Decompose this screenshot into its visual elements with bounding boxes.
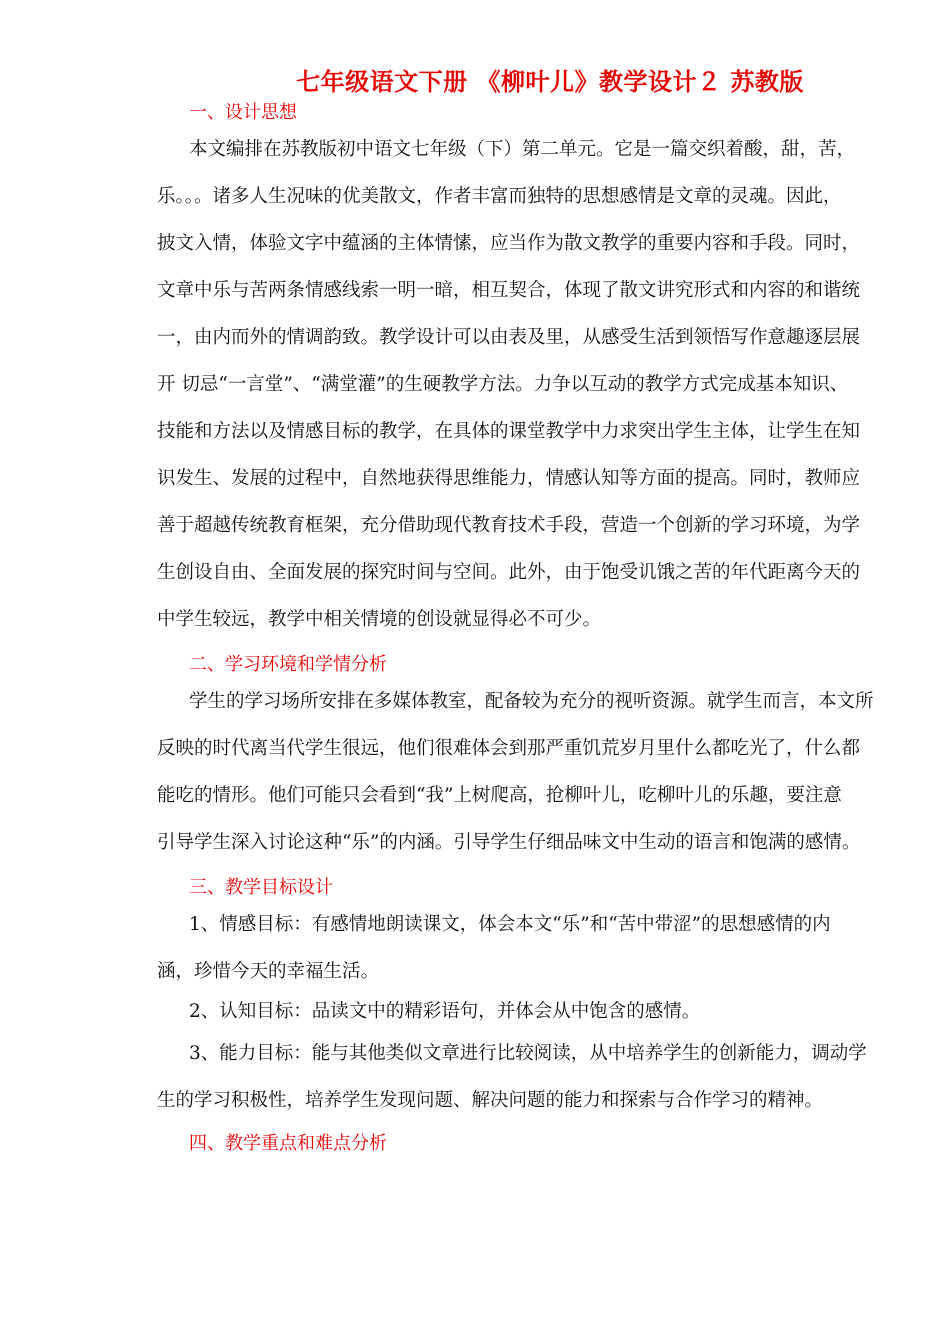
section-heading-teaching-goals: 三、教学目标设计 xyxy=(189,877,333,898)
paragraph-line: 开 切忌“一言堂”、“满堂灌”的生硬教学方法。力争以互动的教学方式完成基本知识、 xyxy=(157,374,849,395)
paragraph-line: 乐。。。诸多人生况味的优美散文，作者丰富而独特的思想感情是文章的灵魂。因此， xyxy=(157,186,842,207)
paragraph-line: 涵，珍惜今天的幸福生活。 xyxy=(157,961,380,982)
paragraph-line: 反映的时代离当代学生很远，他们很难体会到那严重饥荒岁月里什么都吃光了，什么都 xyxy=(157,738,861,759)
paragraph-line: 识发生、发展的过程中，自然地获得思维能力，情感认知等方面的提高。同时，教师应 xyxy=(157,468,861,489)
section-heading-key-points: 四、教学重点和难点分析 xyxy=(189,1133,387,1154)
paragraph-line: 生创设自由、全面发展的探究时间与空间。此外，由于饱受讥饿之苦的年代距离今天的 xyxy=(157,562,861,583)
paragraph-line: 学生的学习场所安排在多媒体教室，配备较为充分的视听资源。就学生而言，本文所 xyxy=(189,691,874,712)
document-title: 七年级语文下册 《柳叶儿》教学设计２ 苏教版 xyxy=(296,67,804,96)
paragraph-line: 技能和方法以及情感目标的教学，在具体的课堂教学中力求突出学生主体，让学生在知 xyxy=(157,421,861,442)
paragraph-line: 披文入情，体验文字中蕴涵的主体情愫，应当作为散文教学的重要内容和手段。同时， xyxy=(157,233,861,254)
paragraph-line: 生的学习积极性，培养学生发现问题、解决问题的能力和探索与合作学习的精神。 xyxy=(157,1090,824,1111)
section-heading-learning-environment: 二、学习环境和学情分析 xyxy=(189,654,387,675)
paragraph-line: 1、情感目标：有感情地朗读课文，体会本文“乐”和“苦中带涩”的思想感情的内 xyxy=(189,914,831,935)
paragraph-line: 能吃的情形。他们可能只会看到“我”上树爬高，抢柳叶儿，吃柳叶儿的乐趣，要注意 xyxy=(157,785,842,806)
paragraph-line: 善于超越传统教育框架，充分借助现代教育技术手段，营造一个创新的学习环境，为学 xyxy=(157,515,861,536)
section-heading-design-idea: 一、设计思想 xyxy=(189,102,297,123)
paragraph-line: 2、认知目标：品读文中的精彩语句，并体会从中饱含的感情。 xyxy=(189,1001,701,1022)
paragraph-line: 本文编排在苏教版初中语文七年级（下）第二单元。它是一篇交织着酸，甜，苦， xyxy=(189,139,856,160)
paragraph-line: 一，由内而外的情调韵致。教学设计可以由表及里，从感受生活到领悟写作意趣逐层展 xyxy=(157,327,861,348)
paragraph-line: 3、能力目标：能与其他类似文章进行比较阅读，从中培养学生的创新能力，调动学 xyxy=(189,1043,867,1064)
paragraph-line: 引导学生深入讨论这种“乐”的内涵。引导学生仔细品味文中生动的语言和饱满的感情。 xyxy=(157,832,861,853)
paragraph-line: 文章中乐与苦两条情感线索一明一暗，相互契合，体现了散文讲究形式和内容的和谐统 xyxy=(157,280,861,301)
paragraph-line: 中学生较远，教学中相关情境的创设就显得必不可少。 xyxy=(157,609,602,630)
